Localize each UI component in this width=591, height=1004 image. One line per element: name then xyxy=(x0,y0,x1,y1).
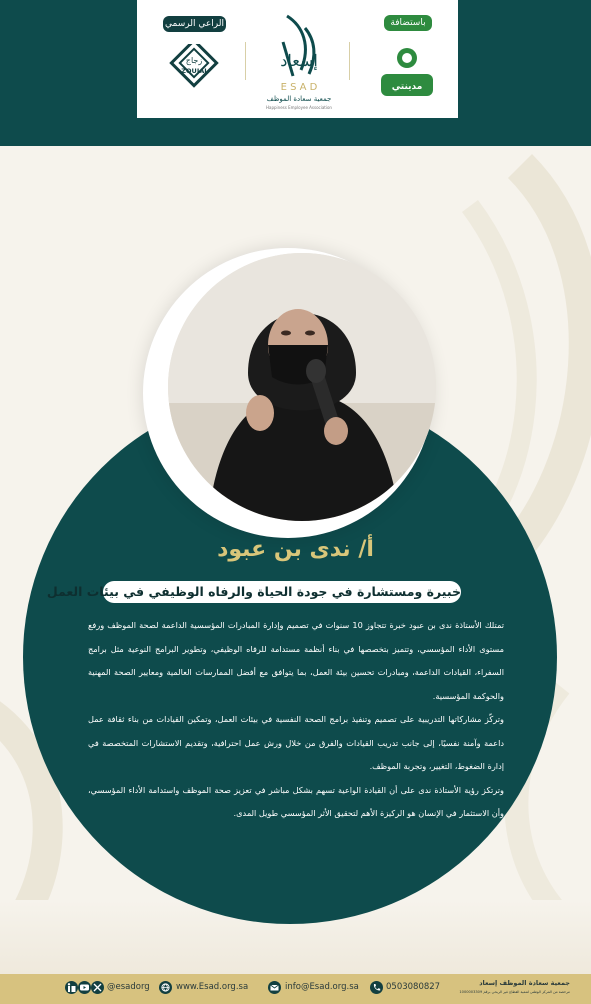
globe-icon xyxy=(159,981,172,994)
host-label: باستضافة xyxy=(384,15,432,31)
divider xyxy=(245,42,246,80)
website-link[interactable]: www.Esad.org.sa xyxy=(176,982,249,992)
email-icon xyxy=(268,981,281,994)
divider xyxy=(349,42,350,80)
main-logo-org-en: Happiness Employee Association xyxy=(266,105,332,110)
sponsor-logo-text: زجاج xyxy=(185,56,203,65)
speaker-name: أ/ ندى بن عبود xyxy=(217,537,374,562)
footer-bar xyxy=(0,974,591,1004)
zoujaj-logo xyxy=(164,44,224,102)
speaker-photo xyxy=(168,253,436,521)
host-logo-text: مدينتي xyxy=(391,82,423,92)
sponsor-label: الراعي الرسمي xyxy=(163,16,226,32)
main-logo-script: إسعاد xyxy=(280,51,318,70)
phone-icon xyxy=(370,981,383,994)
email-link[interactable]: info@Esad.org.sa xyxy=(285,982,359,992)
x-icon[interactable] xyxy=(91,981,104,994)
social-handle[interactable]: @esadorg xyxy=(107,982,150,992)
linkedin-icon[interactable] xyxy=(65,981,78,994)
phone-number[interactable]: 0503080827 xyxy=(386,982,441,992)
header-logos-card xyxy=(137,0,458,118)
main-logo-latin: E S A D xyxy=(280,82,318,93)
madinati-logo xyxy=(377,44,437,104)
footer-org-license: مرخصة من المركز الوطني لتنمية القطاع غير الربحي برقم 1000003309 xyxy=(459,990,570,994)
bio-paragraph: تمتلك الأستاذة ندى بن عبود خبرة تتجاوز 10 سنوات في تصميم وإدارة المبادرات المؤسسية الداعمة لصحة الموظف ورفع مستوى الأداء المؤسسي، وتتميز بتخصصها في بناء أنظمة مستدامة للرفاه الوظيفي، وتطوير البرامج النوعية مثل برامج السفراء، القيادات الداعمة، ومبادرات تحسين بيئة العمل، بما يتوافق مع أفضل الممارسات العالمية ومعايير الصحة المهنية والحوكمة المؤسسية. xyxy=(88,620,505,701)
sponsor-logo-sub: ZOUJAJ xyxy=(181,67,207,75)
footer-org-name: جمعية سعادة الموظف إسعاد xyxy=(479,979,570,987)
bio-paragraph: وتركّز مشاركاتها التدريبية على تصميم وتنفيذ برامج الصحة النفسية في بيئات العمل، وتمكين القيادات من بناء ثقافة عمل داعمة وآمنة نفسيًا، إلى جانب تدريب القيادات والفرق من خلال ورش عمل احترافية، وتقديم الاستشارات المتخصصة في إدارة الضغوط، التغيير، وتجربة الموظف. xyxy=(88,714,504,771)
speaker-title: خبيرة ومستشارة في جودة الحياة والرفاه الوظيفي في بيئات العمل xyxy=(103,581,461,603)
esad-logo xyxy=(259,6,339,114)
speaker-bio xyxy=(88,614,504,826)
bio-paragraph: وترتكز رؤية الأستاذة ندى على أن القيادة الواعية تسهم بشكل مباشر في تعزيز صحة الموظف واستدامة الأداء المؤسسي، وأن الاستثمار في الإنسان هو الركيزة الأهم لتحقيق الأثر المؤسسي طويل المدى. xyxy=(88,784,504,818)
main-logo-org: جمعية سعادة الموظف xyxy=(266,95,332,103)
youtube-icon[interactable] xyxy=(78,981,91,994)
